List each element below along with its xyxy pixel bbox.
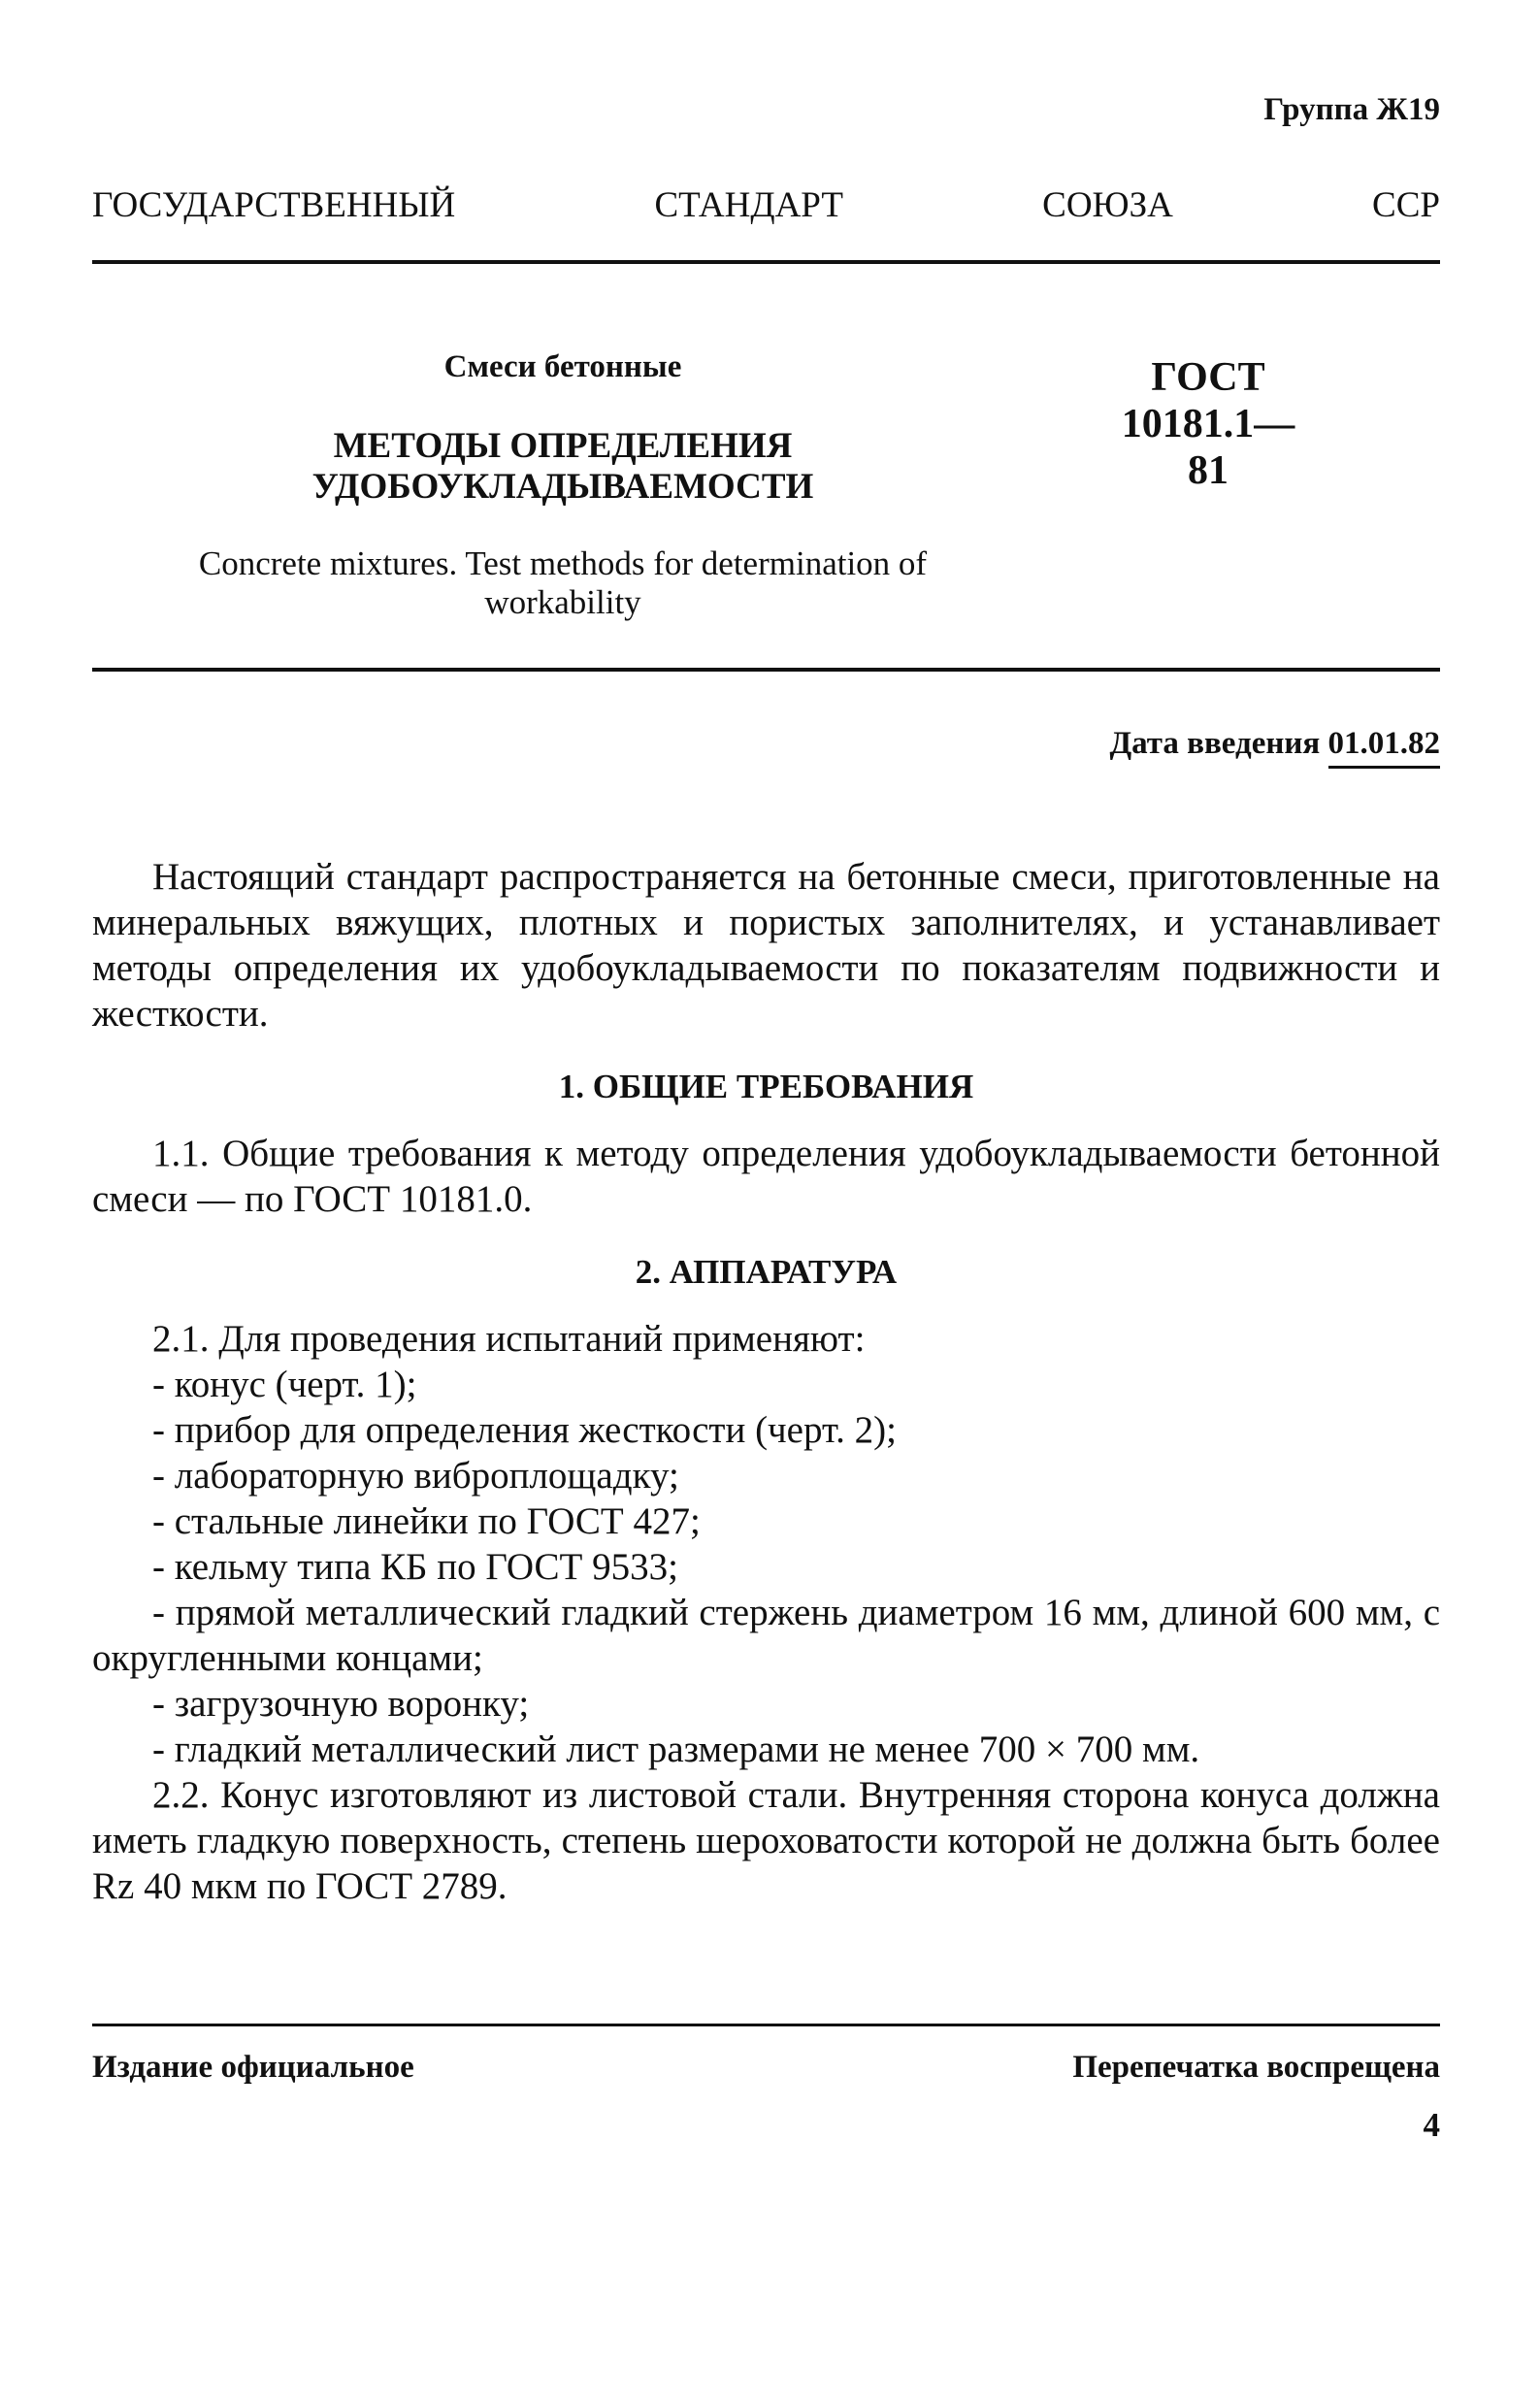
page-number: 4	[1423, 2106, 1440, 2144]
group-label: Группа Ж19	[1263, 92, 1440, 127]
subtitle: Смеси бетонные	[443, 349, 682, 384]
intro-date-value: 01.01.82	[1328, 726, 1441, 769]
list-item: - кельму типа КБ по ГОСТ 9533;	[152, 1546, 678, 1588]
title-divider	[92, 668, 1440, 672]
section-heading: 2. АППАРАТУРА	[635, 1253, 898, 1291]
top-divider	[92, 260, 1440, 264]
footer-divider	[92, 2024, 1440, 2026]
gost-code	[1106, 354, 1310, 494]
list-item: - прибор для определения жесткости (черт. 2);	[152, 1409, 897, 1451]
english-title-line: Concrete mixtures. Test methods for determination of	[198, 544, 928, 582]
state-standard-word: ГОСУДАРСТВЕННЫЙ	[92, 185, 456, 225]
paragraph: 2.1. Для проведения испытаний применяют:	[152, 1318, 866, 1360]
section-heading: 1. ОБЩИЕ ТРЕБОВАНИЯ	[558, 1068, 974, 1105]
list-item: - стальные линейки по ГОСТ 427;	[152, 1500, 701, 1542]
paragraph: 2.2. Конус изготовляют из листовой стали. Внутренняя сторона конуса должна иметь гладкую поверхность, степень шероховатости которой не должна быть более Rz 40 мкм по ГОСТ 2789.	[92, 1774, 1440, 1907]
list-item: - прямой металлический гладкий стержень диаметром 16 мм, длиной 600 мм, с округленными концами;	[92, 1592, 1440, 1679]
document-body	[92, 854, 1440, 1909]
list-item: - загрузочную воронку;	[152, 1683, 530, 1725]
list-item: - конус (черт. 1);	[152, 1364, 417, 1405]
gost-number: 10181.1—81	[1121, 402, 1295, 493]
main-title-line: МЕТОДЫ ОПРЕДЕЛЕНИЯ	[333, 426, 793, 466]
official-edition-label: Издание официальное	[92, 2050, 414, 2085]
reprint-prohibited-label: Перепечатка воспрещена	[1072, 2050, 1440, 2085]
main-title-line: УДОБОУКЛАДЫВАЕМОСТИ	[311, 467, 814, 507]
state-standard-heading	[92, 184, 1440, 226]
state-standard-word: СТАНДАРТ	[654, 185, 843, 225]
list-item: - гладкий металлический лист размерами не менее 700 × 700 мм.	[152, 1728, 1200, 1770]
english-title-line: workability	[484, 583, 641, 621]
title-block	[92, 349, 1033, 622]
english-title	[92, 544, 1033, 622]
intro-date	[1109, 726, 1440, 769]
gost-label: ГОСТ	[1151, 355, 1265, 400]
paragraph: 1.1. Общие требования к методу определения удобоукладываемости бетонной смеси — по ГОСТ 10181.0.	[92, 1133, 1440, 1220]
state-standard-word: ССР	[1372, 185, 1440, 225]
intro-date-label: Дата введения	[1109, 726, 1321, 761]
state-standard-word: СОЮЗА	[1042, 185, 1173, 225]
list-item: - лабораторную виброплощадку;	[152, 1455, 679, 1497]
main-title	[92, 426, 1033, 508]
intro-paragraph: Настоящий стандарт распространяется на бетонные смеси, приготовленные на минеральных вяжущих, плотных и пористых заполнителях, и устанавливает методы определения их удобоукладываемости по показателям подвижности и жесткости.	[92, 856, 1440, 1035]
